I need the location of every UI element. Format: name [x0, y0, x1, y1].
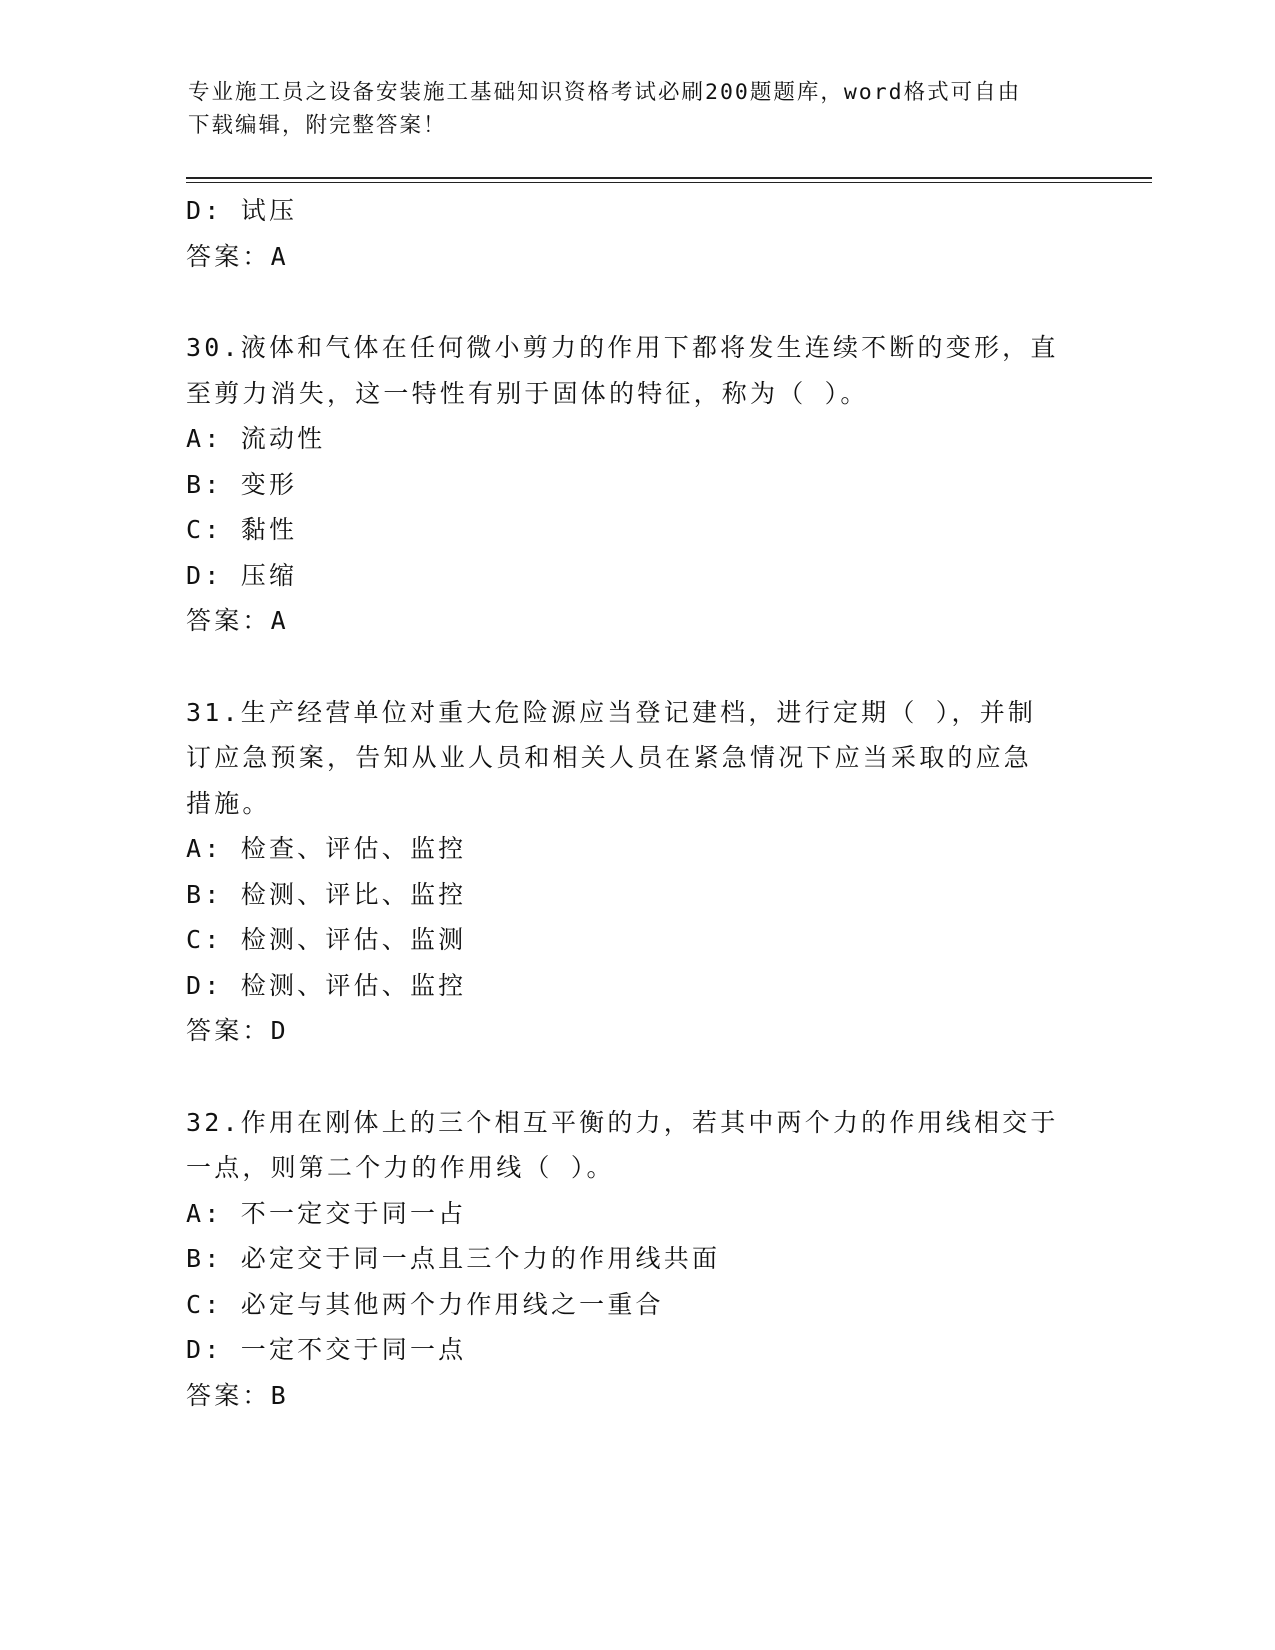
question-31: [186, 690, 1086, 1054]
option-a: A: 检查、评估、监控: [186, 834, 467, 863]
question-stem-line: 订应急预案，告知从业人员和相关人员在紧急情况下应当采取的应急: [186, 743, 1033, 772]
option-c: C: 必定与其他两个力作用线之一重合: [186, 1289, 664, 1319]
question-stem-line: 一点，则第二个力的作用线（ ）。: [186, 1153, 615, 1182]
header-line-2: 下载编辑，附完整答案！: [188, 113, 447, 138]
question-stem-line: 措施。: [186, 788, 271, 818]
option-b: B: 检测、评比、监控: [186, 879, 467, 909]
answer: 答案：A: [186, 241, 289, 271]
header-rule-thick: [186, 177, 1152, 179]
question-spacer: [186, 644, 1086, 690]
question-stem-line: 30.液体和气体在任何微小剪力的作用下都将发生连续不断的变形，直: [186, 333, 1059, 362]
option-c: C: 黏性: [186, 515, 298, 544]
option-a: A: 不一定交于同一占: [186, 1198, 467, 1228]
question-content: [186, 188, 1086, 1418]
option-d: D: 检测、评估、监控: [186, 970, 467, 1000]
previous-question-tail: [186, 188, 1086, 279]
option-b: B: 必定交于同一点且三个力的作用线共面: [186, 1244, 721, 1273]
header-line-1: 专业施工员之设备安装施工基础知识资格考试必刷200题题库，word格式可自由: [188, 80, 1022, 105]
answer: 答案：A: [186, 606, 289, 635]
question-30: [186, 325, 1086, 644]
question-stem-line: 32.作用在刚体上的三个相互平衡的力，若其中两个力的作用线相交于: [186, 1107, 1059, 1137]
document-header: [188, 76, 1068, 142]
option-d: D: 压缩: [186, 560, 298, 590]
question-stem-line: 31.生产经营单位对重大危险源应当登记建档，进行定期（ ），并制: [186, 697, 1037, 727]
answer: 答案：B: [186, 1380, 289, 1410]
question-spacer: [186, 279, 1086, 325]
option-d: D: 试压: [186, 196, 298, 225]
header-rule-thin: [186, 182, 1152, 183]
question-spacer: [186, 1054, 1086, 1100]
option-d: D: 一定不交于同一点: [186, 1335, 467, 1364]
option-c: C: 检测、评估、监测: [186, 925, 467, 954]
question-32: [186, 1100, 1086, 1419]
answer: 答案：D: [186, 1016, 289, 1045]
question-stem-line: 至剪力消失，这一特性有别于固体的特征，称为（ ）。: [186, 378, 869, 408]
option-b: B: 变形: [186, 469, 298, 499]
option-a: A: 流动性: [186, 424, 326, 453]
